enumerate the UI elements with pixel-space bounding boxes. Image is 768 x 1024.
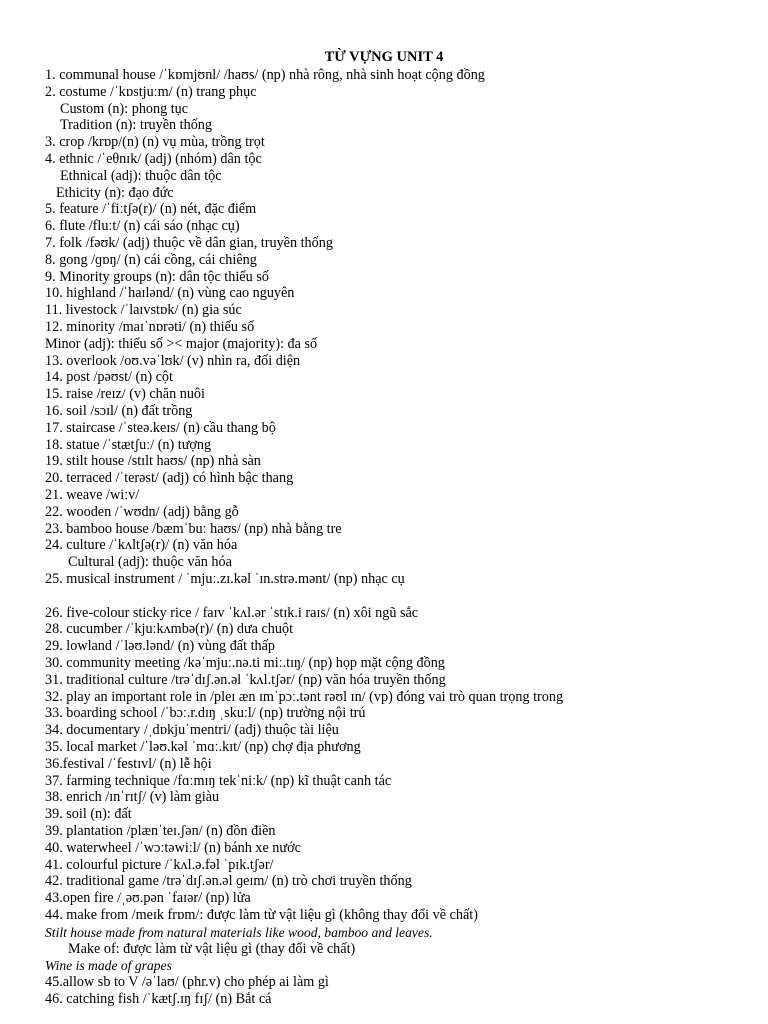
vocabulary-entry: 1. communal house /ˈkɒmjʊnl/ /haʊs/ (np) nhà rông, nhà sinh hoạt cộng đồng xyxy=(45,67,485,83)
vocabulary-entry: 3. crop /krɒp/(n) (n) vụ mùa, trồng trọt xyxy=(45,134,265,151)
vocabulary-entry: Tradition (n): truyền thống xyxy=(60,117,212,134)
vocabulary-entry: 14. post /pəʊst/ (n) cột xyxy=(45,369,173,386)
vocabulary-entry: 45.allow sb to V /əˈlaʊ/ (phr.v) cho phép ai làm gì xyxy=(45,974,329,991)
vocabulary-entry: 7. folk /fəʊk/ (adj) thuộc về dân gian, truyền thống xyxy=(45,235,333,251)
vocabulary-entry: 25. musical instrument / ˈmjuː.zɪ.kəl ˈɪn.strə.mənt/ (np) nhạc cụ xyxy=(45,571,405,587)
vocabulary-entry: 46. catching fish /ˈkætʃ.ɪŋ fɪʃ/ (n) Bắt cá xyxy=(45,991,272,1007)
vocabulary-entry: 22. wooden /ˈwʊdn/ (adj) bằng gỗ xyxy=(45,503,239,520)
vocabulary-entry: 42. traditional game /trəˈdɪʃ.ən.əl ɡeɪm/ (n) trò chơi truyền thống xyxy=(45,873,412,890)
vocabulary-entry: 36.festival /ˈfestɪvl/ (n) lễ hội xyxy=(45,755,212,772)
vocabulary-entry: Cultural (adj): thuộc văn hóa xyxy=(68,554,232,571)
vocabulary-entry: 40. waterwheel /ˈwɔːtəwiːl/ (n) bánh xe nước xyxy=(45,839,301,856)
vocabulary-entry: 8. gong /ɡɒŋ/ (n) cái cồng, cái chiêng xyxy=(45,251,257,268)
vocabulary-entry: 28. cucumber /ˈkjuːkʌmbə(r)/ (n) dưa chuột xyxy=(45,621,294,638)
vocabulary-entry: 29. lowland /ˈləʊ.lənd/ (n) vùng đất thấp xyxy=(45,638,276,655)
vocabulary-entry: 19. stilt house /stɪlt haʊs/ (np) nhà sàn xyxy=(45,453,261,470)
vocabulary-entry: 4. ethnic /ˈeθnɪk/ (adj) (nhóm) dân tộc xyxy=(45,151,262,167)
vocabulary-entry: 34. documentary /ˌdɒkjuˈmentri/ (adj) thuộc tài liệu xyxy=(45,722,339,739)
document-title: TỪ VỰNG UNIT 4 xyxy=(324,49,444,65)
vocabulary-entry: 44. make from /meɪk frɒm/: được làm từ vật liệu gì (không thay đổi về chất) xyxy=(45,907,478,923)
vocabulary-entry: 17. staircase /ˈsteə.keɪs/ (n) cầu thang bộ xyxy=(45,419,276,436)
vocabulary-entry: 39. soil (n): đất xyxy=(45,806,132,823)
vocabulary-entry: 24. culture /ˈkʌltʃə(r)/ (n) văn hóa xyxy=(45,537,238,554)
vocabulary-entry: 5. feature /ˈfiːtʃə(r)/ (n) nét, đặc điểm xyxy=(45,201,257,218)
vocabulary-entry: 16. soil /sɔɪl/ (n) đất trồng xyxy=(45,403,193,419)
vocabulary-entry: Custom (n): phong tục xyxy=(60,100,189,117)
vocabulary-entry: 41. colourful picture /ˈkʌl.ə.fəl ˈpɪk.tʃər/ xyxy=(45,856,274,873)
vocabulary-entry: 20. terraced /ˈterəst/ (adj) có hình bậc thang xyxy=(45,470,294,487)
vocabulary-entry: Minor (adj): thiểu số >< major (majority): đa số xyxy=(45,335,318,352)
vocabulary-entry: Make of: được làm từ vật liệu gì (thay đổi về chất) xyxy=(68,940,356,957)
vocabulary-entry: 23. bamboo house /bæmˈbuː haʊs/ (np) nhà bằng tre xyxy=(45,520,342,537)
vocabulary-entry: 38. enrich /ɪnˈrɪtʃ/ (v) làm giàu xyxy=(45,789,220,806)
vocabulary-entry: 35. local market /ˈləʊ.kəl ˈmɑː.kɪt/ (np) chợ địa phương xyxy=(45,739,361,755)
vocabulary-entry: 26. five-colour sticky rice / faɪv ˈkʌl.ər ˈstɪk.i raɪs/ (n) xôi ngũ sắc xyxy=(45,604,419,621)
vocabulary-entry: 11. livestock /ˈlaɪvstɒk/ (n) gia súc xyxy=(45,302,242,319)
vocabulary-entry: 12. minority /maɪˈnɒrəti/ (n) thiểu số xyxy=(45,319,255,335)
vocabulary-entry: 31. traditional culture /trəˈdɪʃ.ən.əl ˈkʌl.tʃər/ (np) văn hóa truyền thống xyxy=(45,671,446,688)
vocabulary-entry: 37. farming technique /fɑːmɪŋ tekˈniːk/ (np) kĩ thuật canh tác xyxy=(45,772,392,789)
vocabulary-entry: Ethnical (adj): thuộc dân tộc xyxy=(60,167,222,184)
vocabulary-entry: 6. flute /fluːt/ (n) cái sáo (nhạc cụ) xyxy=(45,218,240,235)
vocabulary-entry: 10. highland /ˈhaɪlənd/ (n) vùng cao nguyên xyxy=(45,285,295,302)
vocabulary-entry: 21. weave /wiːv/ xyxy=(45,487,140,503)
example-sentence: Stilt house made from natural materials like wood, bamboo and leaves. xyxy=(45,924,433,940)
vocabulary-entry: 33. boarding school /ˈbɔː.r.dɪŋ ˌskuːl/ (np) trường nội trú xyxy=(45,705,366,722)
vocabulary-entry: 18. statue /ˈstætʃuː/ (n) tượng xyxy=(45,436,212,453)
vocabulary-entry: 15. raise /reɪz/ (v) chăn nuôi xyxy=(45,386,205,403)
vocabulary-entry: 32. play an important role in /pleɪ æn ɪmˈpɔː.tənt rəʊl ɪn/ (vp) đóng vai trò quan trọng trong xyxy=(45,688,564,705)
vocabulary-entry: 9. Minority groups (n): dân tộc thiểu số xyxy=(45,268,269,285)
vocabulary-entry: 2. costume /ˈkɒstjuːm/ (n) trang phục xyxy=(45,83,257,100)
example-sentence: Wine is made of grapes xyxy=(45,958,172,974)
vocabulary-entry: 30. community meeting /kəˈmjuː.nə.ti miː.tɪŋ/ (np) họp mặt cộng đồng xyxy=(45,655,445,671)
vocabulary-entry: 43.open fire /ˌəʊ.pən ˈfaɪər/ (np) lửa xyxy=(45,890,251,907)
vocabulary-entry: 13. overlook /oʊ.vəˈlʊk/ (v) nhìn ra, đối diện xyxy=(45,352,301,369)
vocabulary-entry: 39. plantation /plænˈteɪ.ʃən/ (n) đồn điền xyxy=(45,823,276,839)
vocabulary-entry: Ethicity (n): đạo đức xyxy=(56,184,174,201)
